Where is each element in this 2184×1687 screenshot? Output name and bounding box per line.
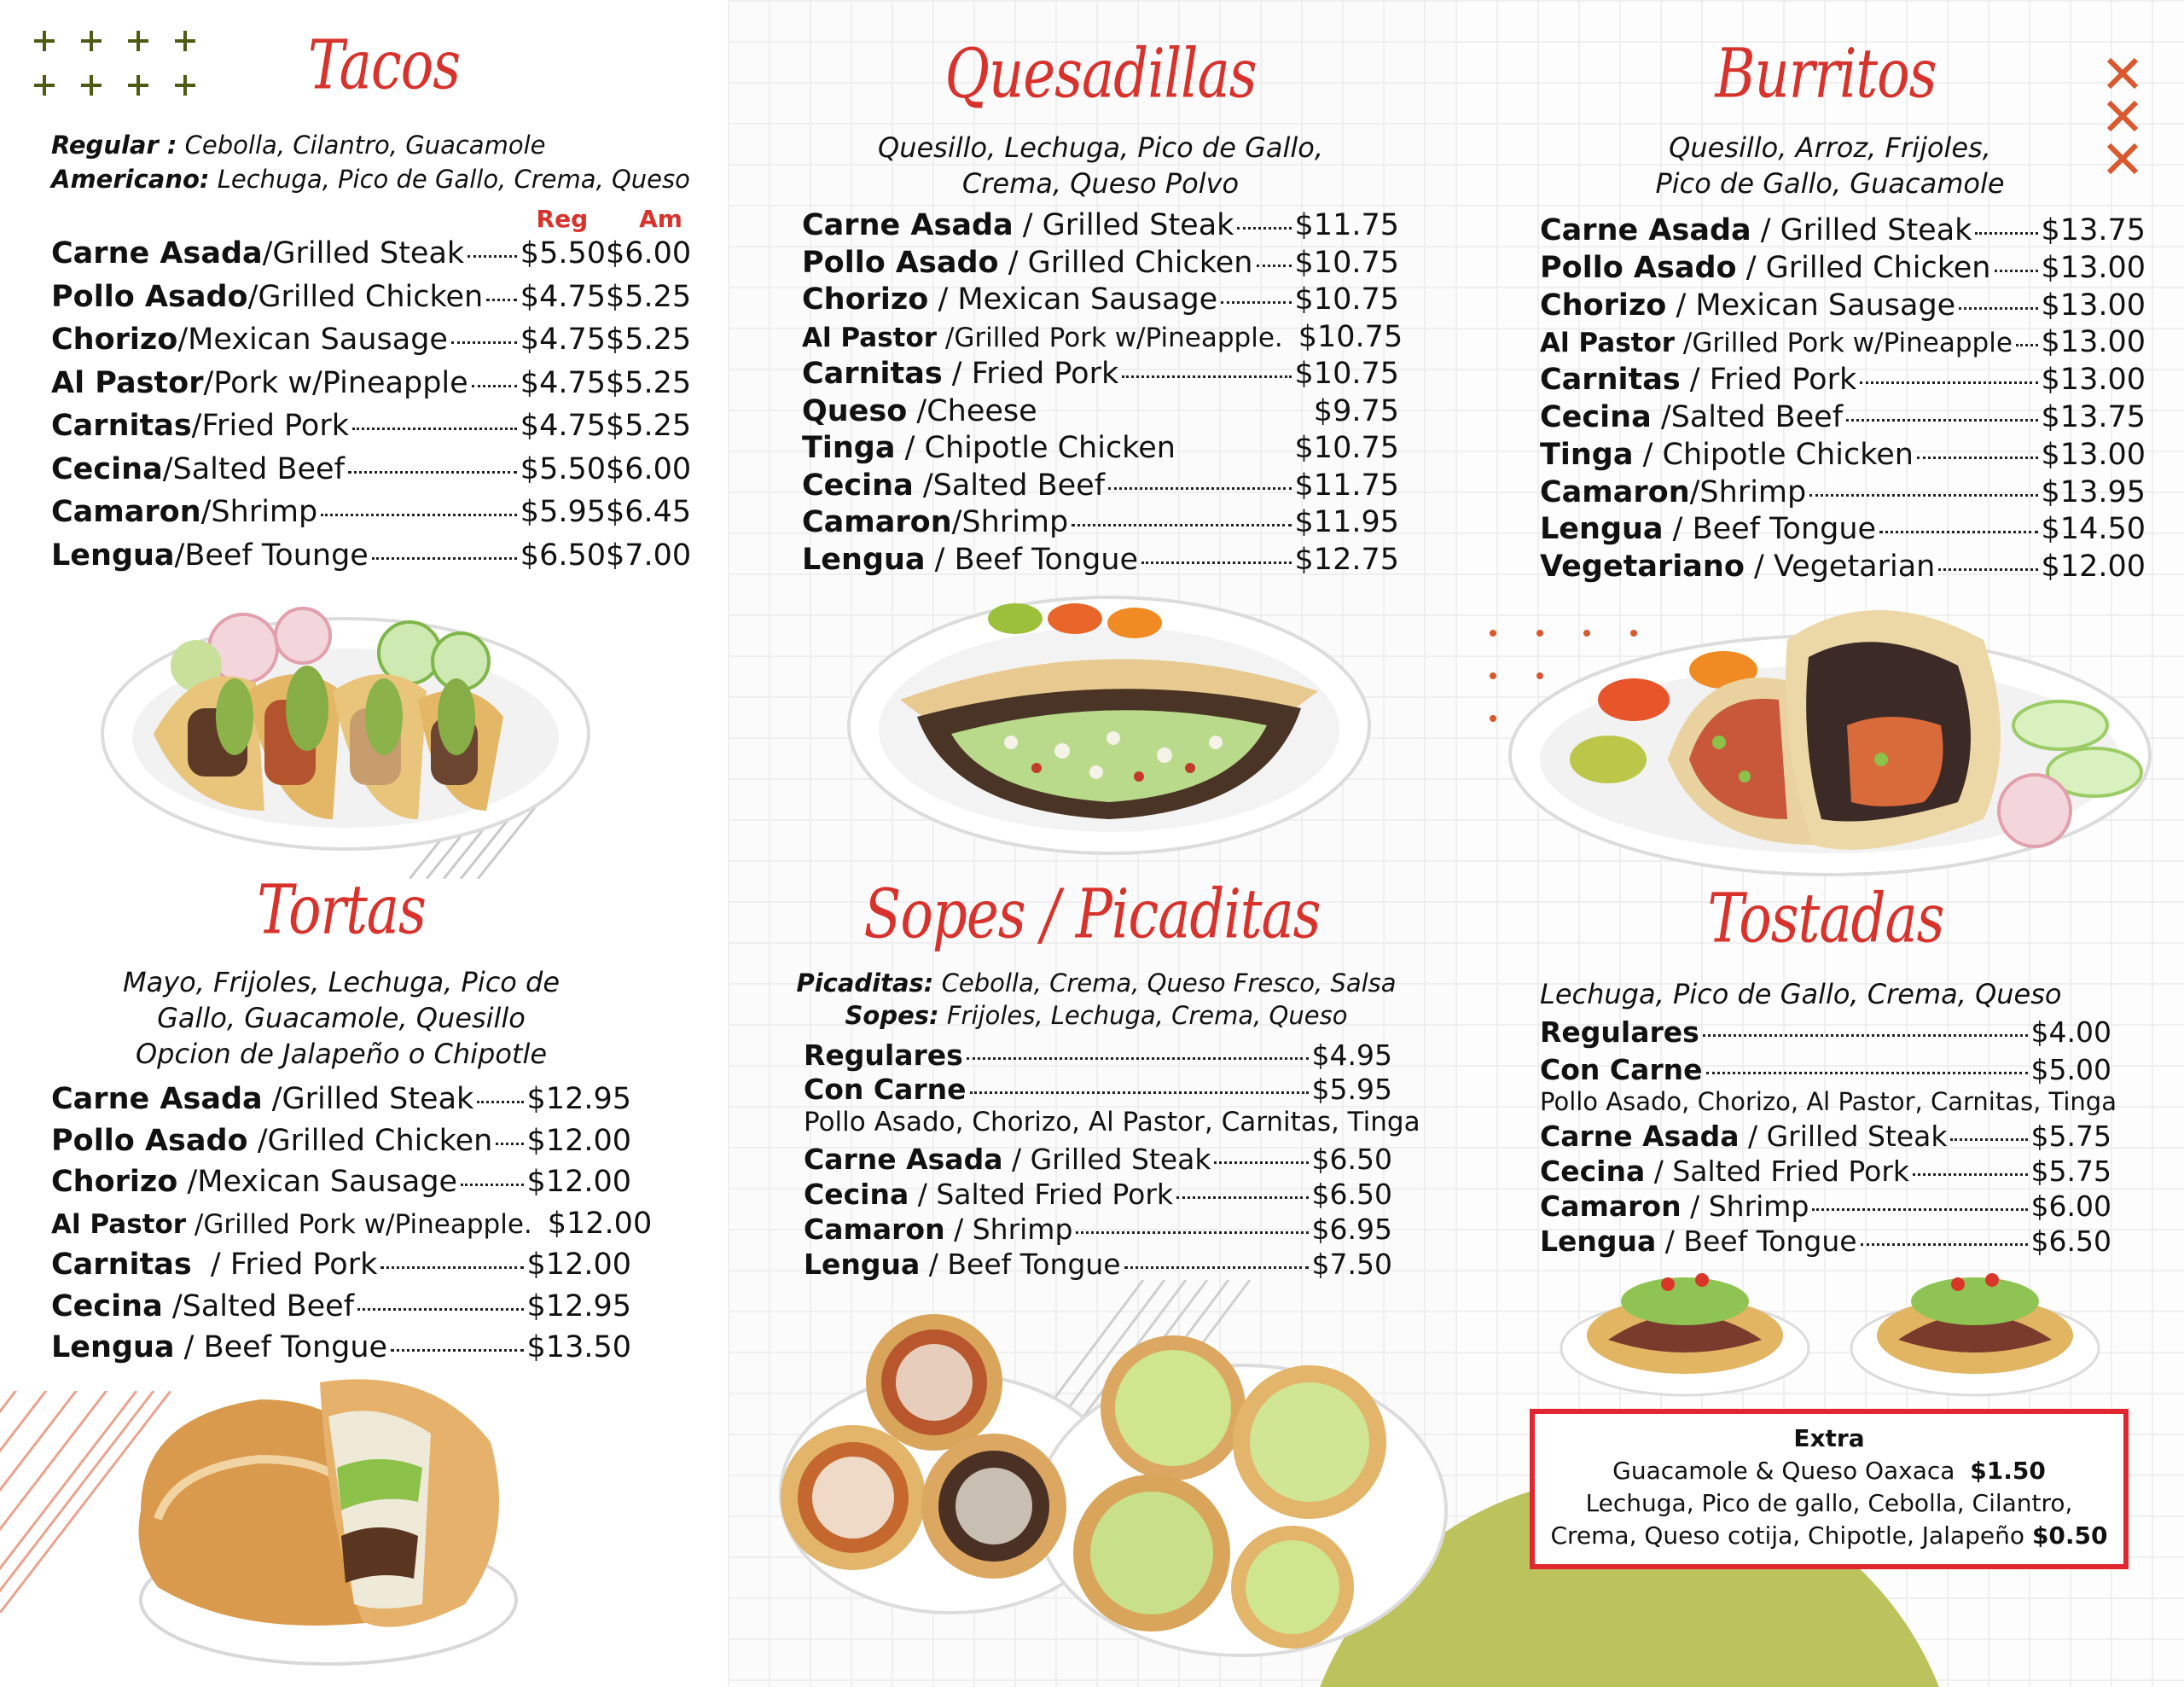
sopes-meat-note: Pollo Asado, Chorizo, Al Pastor, Carnitas, Tinga — [804, 1107, 1420, 1137]
menu-item: Con Carne $5.95 — [804, 1073, 1392, 1106]
desc-line: Quesillo, Lechuga, Pico de Gallo, — [878, 131, 1323, 164]
desc-line: Crema, Queso Polvo — [961, 167, 1240, 200]
menu-item: Camaron / Shrimp $11.95 — [802, 505, 1399, 539]
menu-item: Cecina / Salted Fried Pork $5.75 — [1540, 1155, 2111, 1188]
tortas-section — [51, 870, 653, 1372]
menu-item: Cecina / Salted Beef $12.95 — [51, 1289, 631, 1323]
col-am-header: Am — [639, 205, 682, 233]
tostadas-item-list — [1540, 1015, 2117, 1259]
menu-item: Carnitas / Fried Pork $13.00 — [1540, 363, 2146, 398]
menu-item: Carne Asada / Grilled Steak $12.95 — [51, 1082, 631, 1116]
tacos-item-list — [51, 236, 691, 581]
menu-item: Regulares $4.95 — [804, 1038, 1392, 1072]
sopes-section — [793, 875, 1425, 1283]
tortas-title: Tortas — [257, 870, 426, 951]
menu-item: Pollo Asado / Grilled Chicken $4.75 $5.25 — [51, 279, 692, 314]
tostadas-section — [1540, 879, 2120, 1259]
burritos-item-list — [1540, 213, 2146, 587]
burritos-title: Burritos — [1715, 34, 1937, 114]
menu-item: Lengua / Beef Tongue $13.50 — [51, 1330, 631, 1364]
menu-item: Con Carne $5.00 — [1540, 1053, 2111, 1086]
menu-item: Chorizo / Mexican Sausage $10.75 — [802, 282, 1399, 317]
tostadas-desc: Lechuga, Pico de Gallo, Crema, Queso — [1540, 978, 2062, 1010]
sopes-title: Sopes / Picaditas — [863, 875, 1321, 955]
menu-item: Carnitas / Fried Pork $10.75 — [802, 357, 1399, 391]
menu-item: Carne Asada / Grilled Steak $13.75 — [1540, 213, 2146, 247]
picaditas-desc — [793, 967, 1399, 999]
menu-item: Pollo Asado / Grilled Chicken $12.00 — [51, 1123, 631, 1158]
americano-text: Lechuga, Pico de Gallo, Crema, Queso — [209, 165, 690, 194]
torta-photo — [124, 1365, 533, 1677]
extra-line-2: Lechuga, Pico de gallo, Cebolla, Cilantro, — [1585, 1489, 2073, 1517]
quesadillas-title: Quesadillas — [944, 34, 1257, 114]
menu-item: Carne Asada / Grilled Steak $11.75 — [802, 208, 1399, 242]
sopes-photo — [764, 1297, 1455, 1672]
tacos-column-headers — [51, 205, 691, 233]
menu-item: Carnitas / Fried Pork $12.00 — [51, 1248, 631, 1282]
extra-line-1: Guacamole & Queso Oaxaca $1.50 — [1612, 1457, 2046, 1485]
regular-text: Cebolla, Cilantro, Guacamole — [177, 131, 546, 160]
menu-item: Camaron / Shrimp $13.95 — [1540, 474, 2146, 509]
tacos-title: Tacos — [307, 26, 461, 106]
menu-item: Camaron / Shrimp $6.00 — [1540, 1190, 2111, 1223]
extra-box — [1530, 1409, 2129, 1569]
sopes-text: Frijoles, Lechuga, Crema, Queso — [938, 1001, 1348, 1030]
tostadas-title: Tostadas — [1707, 879, 1944, 959]
col-reg-header: Reg — [536, 205, 589, 233]
picaditas-label: Picaditas: — [796, 969, 934, 998]
menu-item: Al Pastor / Grilled Pork w/Pineapple. $12.00 — [51, 1206, 653, 1241]
menu-item: Cecina / Salted Fried Pork $6.50 — [804, 1178, 1392, 1211]
menu-item: Al Pastor / Grilled Pork w/Pineapple $13.00 — [1540, 325, 2146, 360]
menu-item: Camaron / Shrimp $6.95 — [804, 1213, 1392, 1246]
burritos-section — [1540, 34, 2146, 587]
sopes-desc — [793, 967, 1399, 1032]
menu-item: Carnitas / Fried Pork $4.75 $5.25 — [51, 409, 692, 443]
desc-line: Quesillo, Arroz, Frijoles, — [1669, 131, 1991, 164]
menu-item: Cecina / Salted Beef $11.75 — [802, 468, 1399, 503]
menu-item: Camaron / Shrimp $5.95 $6.45 — [51, 495, 692, 529]
menu-item: Carne Asada / Grilled Steak $6.50 — [804, 1143, 1392, 1176]
quesadilla-photo — [840, 589, 1378, 862]
menu-item: Chorizo / Mexican Sausage $12.00 — [51, 1165, 631, 1199]
menu-item: Cecina / Salted Beef $13.75 — [1540, 399, 2146, 434]
menu-item: Chorizo / Mexican Sausage $13.00 — [1540, 288, 2146, 323]
menu-item: Pollo Asado / Grilled Chicken $13.00 — [1540, 250, 2146, 285]
burritos-desc — [1540, 130, 2146, 201]
desc-line: Pico de Gallo, Guacamole — [1655, 167, 2005, 200]
quesadillas-desc — [802, 130, 1399, 201]
tacos-americano-desc — [51, 162, 691, 196]
menu-item: Pollo Asado / Grilled Chicken $10.75 — [802, 245, 1399, 280]
quesadillas-item-list — [802, 208, 1403, 579]
menu-item: Queso / Cheese $9.75 — [802, 393, 1399, 428]
extra-line-3: Crema, Queso cotija, Chipotle, Jalapeño $0.50 — [1550, 1521, 2108, 1550]
sopes-desc-line — [793, 999, 1399, 1032]
tacos-photo — [94, 589, 597, 862]
menu-item: Chorizo / Mexican Sausage $4.75 $5.25 — [51, 323, 692, 357]
menu-item: Lengua / Beef Tongue $12.75 — [802, 542, 1399, 577]
menu-item: Al Pastor / Pork w/Pineapple $4.75 $5.25 — [51, 365, 692, 400]
tacos-regular-desc — [51, 128, 691, 162]
americano-label: Americano: — [51, 165, 210, 194]
sopes-item-list — [793, 1038, 1420, 1283]
tortas-item-list — [51, 1082, 653, 1372]
burrito-photo — [1506, 589, 2154, 887]
regular-label: Regular : — [51, 131, 177, 160]
extra-title: Extra — [1793, 1424, 1865, 1452]
tacos-section — [51, 26, 692, 581]
tostadas-photo — [1557, 1254, 2103, 1399]
menu-item: Lengua / Beef Tounge $6.50 $7.00 — [51, 538, 692, 573]
menu-item: Carne Asada / Grilled Steak $5.75 — [1540, 1120, 2111, 1153]
menu-item: Lengua / Beef Tongue $14.50 — [1540, 512, 2146, 547]
desc-line: Gallo, Guacamole, Quesillo — [157, 1002, 526, 1034]
tortas-desc — [51, 964, 631, 1072]
menu-item: Lengua / Beef Tongue $7.50 — [804, 1248, 1392, 1281]
desc-line: Opcion de Jalapeño o Chipotle — [135, 1038, 548, 1070]
menu-item: Regulares $4.00 — [1540, 1015, 2111, 1049]
quesadillas-section — [802, 34, 1403, 579]
sopes-label: Sopes: — [845, 1001, 939, 1030]
menu-item: Carne Asada / Grilled Steak $5.50 $6.00 — [51, 236, 692, 271]
menu-item: Tinga / Chipotle Chicken $10.75 — [802, 431, 1399, 465]
menu-item: Vegetariano / Vegetarian $12.00 — [1540, 550, 2146, 585]
picaditas-text: Cebolla, Crema, Queso Fresco, Salsa — [933, 969, 1397, 998]
menu-item: Al Pastor / Grilled Pork w/Pineapple. $10.75 — [802, 319, 1403, 354]
tostadas-meat-note: Pollo Asado, Chorizo, Al Pastor, Carnitas, Tinga — [1540, 1087, 2117, 1116]
menu-item: Cecina / Salted Beef $5.50 $6.00 — [51, 451, 692, 486]
desc-line: Mayo, Frijoles, Lechuga, Pico de — [122, 966, 561, 998]
menu-item: Lengua / Beef Tongue $6.50 — [1540, 1225, 2111, 1258]
menu-item: Tinga / Chipotle Chicken $13.00 — [1540, 437, 2146, 472]
